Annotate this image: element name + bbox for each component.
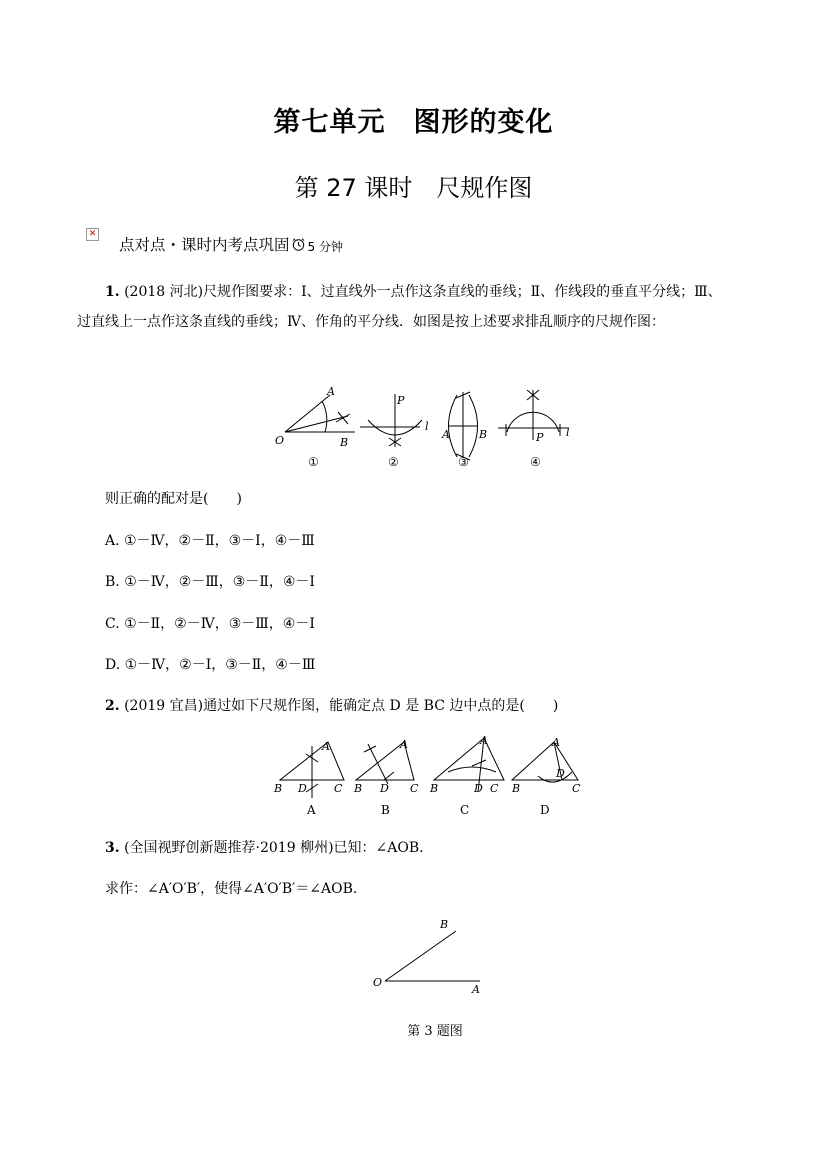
q1-figure-1 <box>285 395 355 432</box>
q3-caption: 第 3 题图 <box>407 1024 463 1039</box>
q1-option-c: C. ①－Ⅱ，②－Ⅳ，③－Ⅲ，④－Ⅰ <box>105 616 315 632</box>
q1-option-d: D. ①－Ⅳ，②－Ⅰ，③－Ⅱ，④－Ⅲ <box>105 657 316 673</box>
q3-figure <box>368 912 488 996</box>
q2-caption-a: A <box>307 803 316 817</box>
q3-task: 求作：∠A′O′B′，使得∠A′O′B′＝∠AOB. <box>105 881 358 897</box>
q2c-label-A: A <box>480 734 488 747</box>
q1-figure-4 <box>498 390 568 440</box>
q2a-label-B: B <box>274 782 283 795</box>
q2a-label-D: D <box>298 782 307 795</box>
q1-option-b: B. ①－Ⅳ，②－Ⅲ，③－Ⅱ，④－Ⅰ <box>105 574 315 590</box>
q3-label-B: B <box>440 918 449 931</box>
section-label: 点对点・课时内考点巩固 <box>119 236 290 254</box>
fig3-label-B: B <box>479 428 488 441</box>
q2d-label-C: C <box>572 782 581 795</box>
section-header <box>86 228 343 255</box>
q2-caption-c: C <box>460 803 470 817</box>
broken-image-icon: ✕ <box>86 228 99 241</box>
q2-figures <box>272 732 590 818</box>
q2-figure-d <box>512 742 578 782</box>
q2-caption-b: B <box>381 803 390 817</box>
fig1-caption: ① <box>308 455 319 469</box>
q2-text: (2019 宜昌)通过如下尺规作图，能确定点 D 是 BC 边中点的是( ) <box>124 698 559 714</box>
fig2-label-l: l <box>425 420 429 433</box>
chapter-title: 第七单元 图形的变化 <box>273 107 554 138</box>
fig4-caption: ④ <box>530 455 541 469</box>
fig2-caption: ② <box>388 455 399 469</box>
q2a-label-C: C <box>334 782 343 795</box>
q1-figure-2 <box>360 394 422 447</box>
fig2-label-P: P <box>397 394 405 407</box>
q2d-label-A: A <box>552 736 560 749</box>
q1-option-a: A. ①－Ⅳ，②－Ⅱ，③－Ⅰ，④－Ⅲ <box>105 533 315 549</box>
q1-figure-3 <box>448 392 478 460</box>
q2c-label-C: C <box>490 782 499 795</box>
q1-text-line2: 过直线上一点作这条直线的垂线；Ⅳ、作角的平分线．如图是按上述要求排乱顺序的尺规作图： <box>77 314 665 330</box>
q3-number: 3. <box>105 840 120 856</box>
question-2 <box>105 695 558 715</box>
q3-text: (全国视野创新题推荐·2019 柳州)已知：∠AOB. <box>124 840 424 856</box>
fig1-label-B: B <box>340 436 349 449</box>
q3-label-A: A <box>472 983 480 996</box>
q2-number: 2. <box>105 698 120 714</box>
q2d-label-B: B <box>512 782 521 795</box>
fig1-label-O: O <box>275 434 285 447</box>
q1-figures <box>270 380 580 472</box>
q2b-label-A: A <box>400 738 408 751</box>
q2b-label-D: D <box>380 782 389 795</box>
q2b-label-C: C <box>410 782 419 795</box>
q1-prompt: 则正确的配对是( ) <box>105 491 242 507</box>
q2-caption-d: D <box>540 803 550 817</box>
q2b-label-B: B <box>354 782 363 795</box>
fig4-label-P: P <box>536 431 544 444</box>
fig3-label-A: A <box>442 428 450 441</box>
fig3-caption: ③ <box>458 455 469 469</box>
fig1-label-A: A <box>327 385 335 398</box>
lesson-title: 第 27 课时 尺规作图 <box>294 174 533 202</box>
q1-number: 1. <box>105 284 120 300</box>
alarm-clock-icon <box>291 237 306 252</box>
q2c-label-D: D <box>474 782 483 795</box>
q2d-label-D: D <box>556 767 565 780</box>
question-1 <box>77 277 757 337</box>
q1-text-line1: (2018 河北)尺规作图要求：Ⅰ、过直线外一点作这条直线的垂线；Ⅱ、作线段的垂直平分线；Ⅲ、 <box>124 284 722 300</box>
fig4-label-l: l <box>566 426 570 439</box>
q2a-label-A: A <box>322 740 330 753</box>
question-3 <box>105 837 424 857</box>
section-time: 5 分钟 <box>307 240 343 254</box>
q3-label-O: O <box>373 976 383 989</box>
q2c-label-B: B <box>430 782 439 795</box>
